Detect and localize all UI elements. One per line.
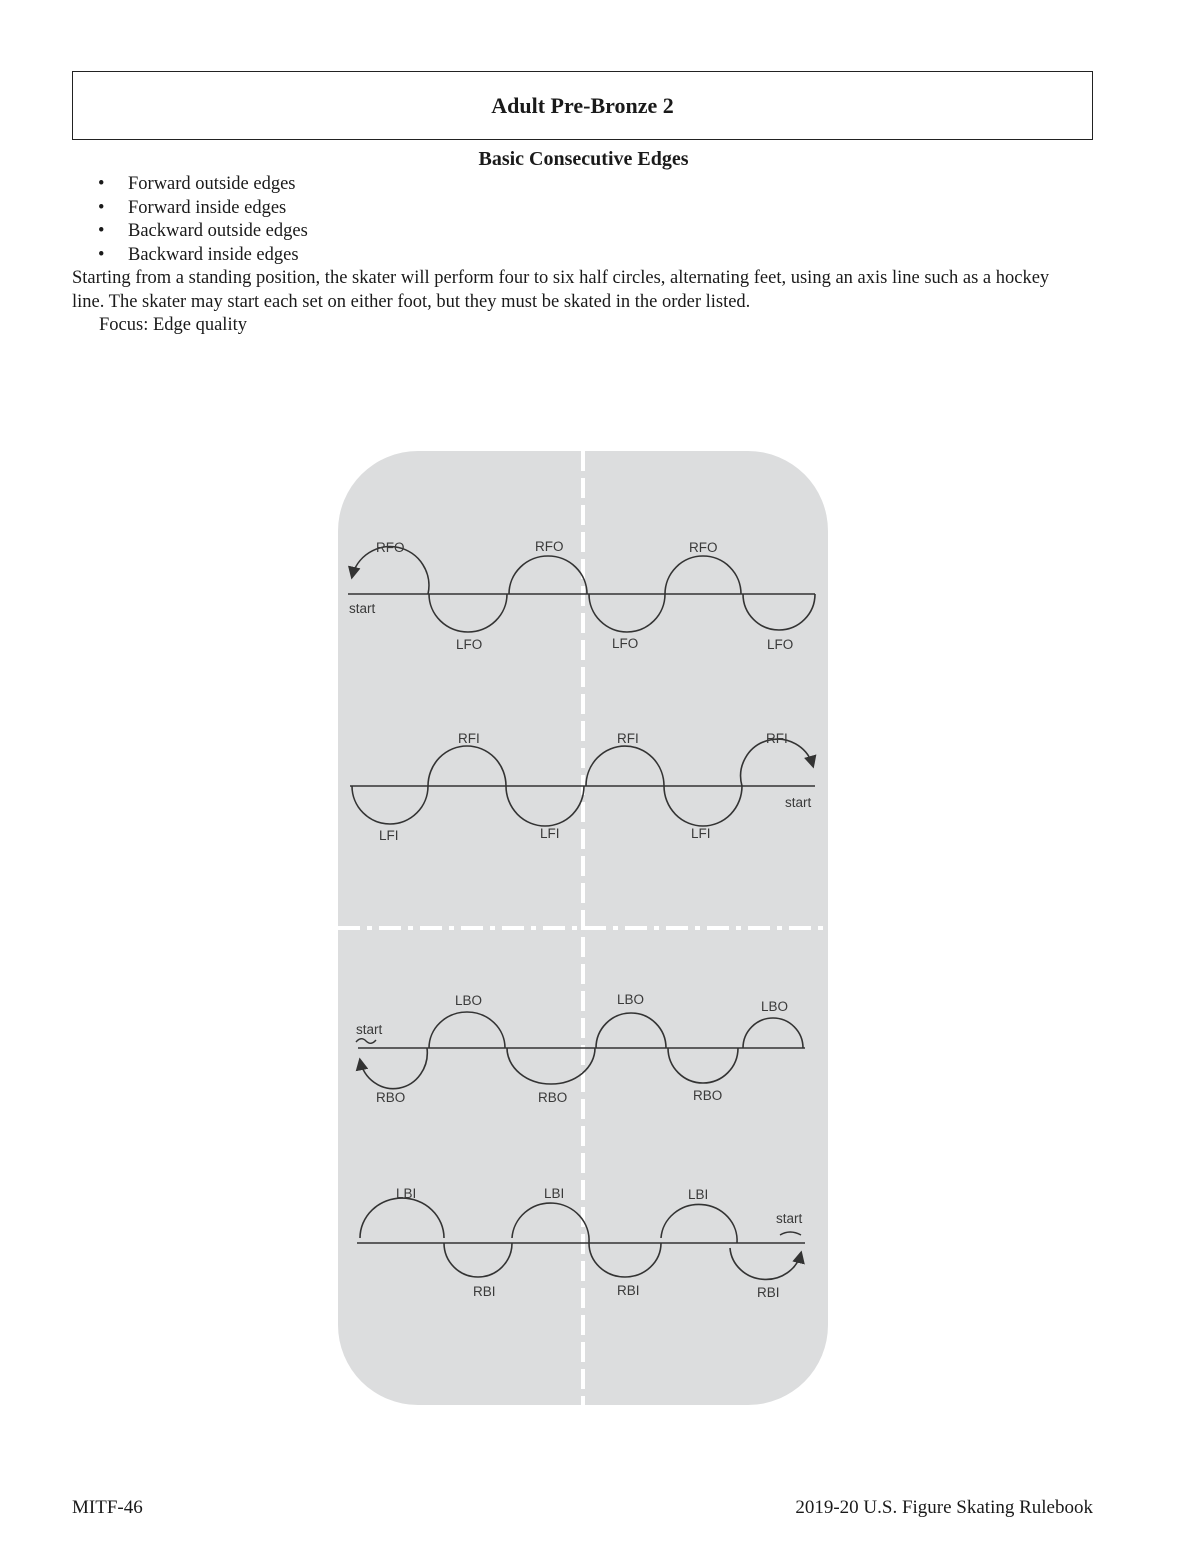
start-label: start	[349, 601, 376, 616]
edge-label: RBO	[376, 1090, 406, 1105]
edge-label: LBO	[761, 999, 789, 1014]
edge-label: LFO	[612, 636, 639, 651]
start-label: start	[785, 795, 812, 810]
start-label: start	[776, 1211, 803, 1226]
edge-label: RFO	[689, 540, 718, 555]
edge-label: RFO	[376, 540, 405, 555]
edge-label: LFI	[379, 828, 399, 843]
list-item-text: Forward inside edges	[128, 197, 287, 218]
rulebook-title: 2019-20 U.S. Figure Skating Rulebook	[795, 1497, 1093, 1518]
edge-label: RBI	[473, 1284, 496, 1299]
bullet-icon: •	[98, 197, 105, 218]
description: Starting from a standing position, the skater will perform four to six half circles, alternating feet, using an axis line such as a hockey line. The skater may start each set on either foot, but they must be skated in the order listed.	[72, 268, 1050, 312]
edge-label: RFO	[535, 539, 564, 554]
edge-label: RFI	[766, 731, 788, 746]
edge-label: LBI	[688, 1187, 709, 1202]
list-item-text: Forward outside edges	[128, 174, 296, 194]
edge-label: RFI	[458, 731, 480, 746]
edge-label: LBI	[396, 1186, 417, 1201]
edge-label: LFI	[540, 826, 560, 841]
edge-label: RBO	[538, 1090, 568, 1105]
bullet-icon: •	[98, 221, 105, 241]
edge-label: LBO	[455, 993, 483, 1008]
bullet-icon: •	[98, 244, 105, 265]
start-label: start	[356, 1022, 383, 1037]
edge-label: RBI	[617, 1283, 640, 1298]
edge-label: RBO	[693, 1088, 723, 1103]
page-number: MITF-46	[72, 1497, 143, 1518]
edge-label: RFI	[617, 731, 639, 746]
edge-label: LFO	[767, 637, 794, 652]
edge-label: RBI	[757, 1285, 780, 1300]
edge-label: LBO	[617, 992, 645, 1007]
section-title: Basic Consecutive Edges	[478, 148, 689, 170]
edge-label: LFI	[691, 826, 711, 841]
bullet-icon: •	[98, 174, 105, 194]
focus-note: Focus: Edge quality	[99, 315, 247, 335]
edge-label: LFO	[456, 637, 483, 652]
page-title: Adult Pre-Bronze 2	[491, 92, 674, 118]
list-item-text: Backward inside edges	[128, 244, 299, 265]
edge-label: LBI	[544, 1186, 565, 1201]
list-item-text: Backward outside edges	[128, 221, 308, 241]
